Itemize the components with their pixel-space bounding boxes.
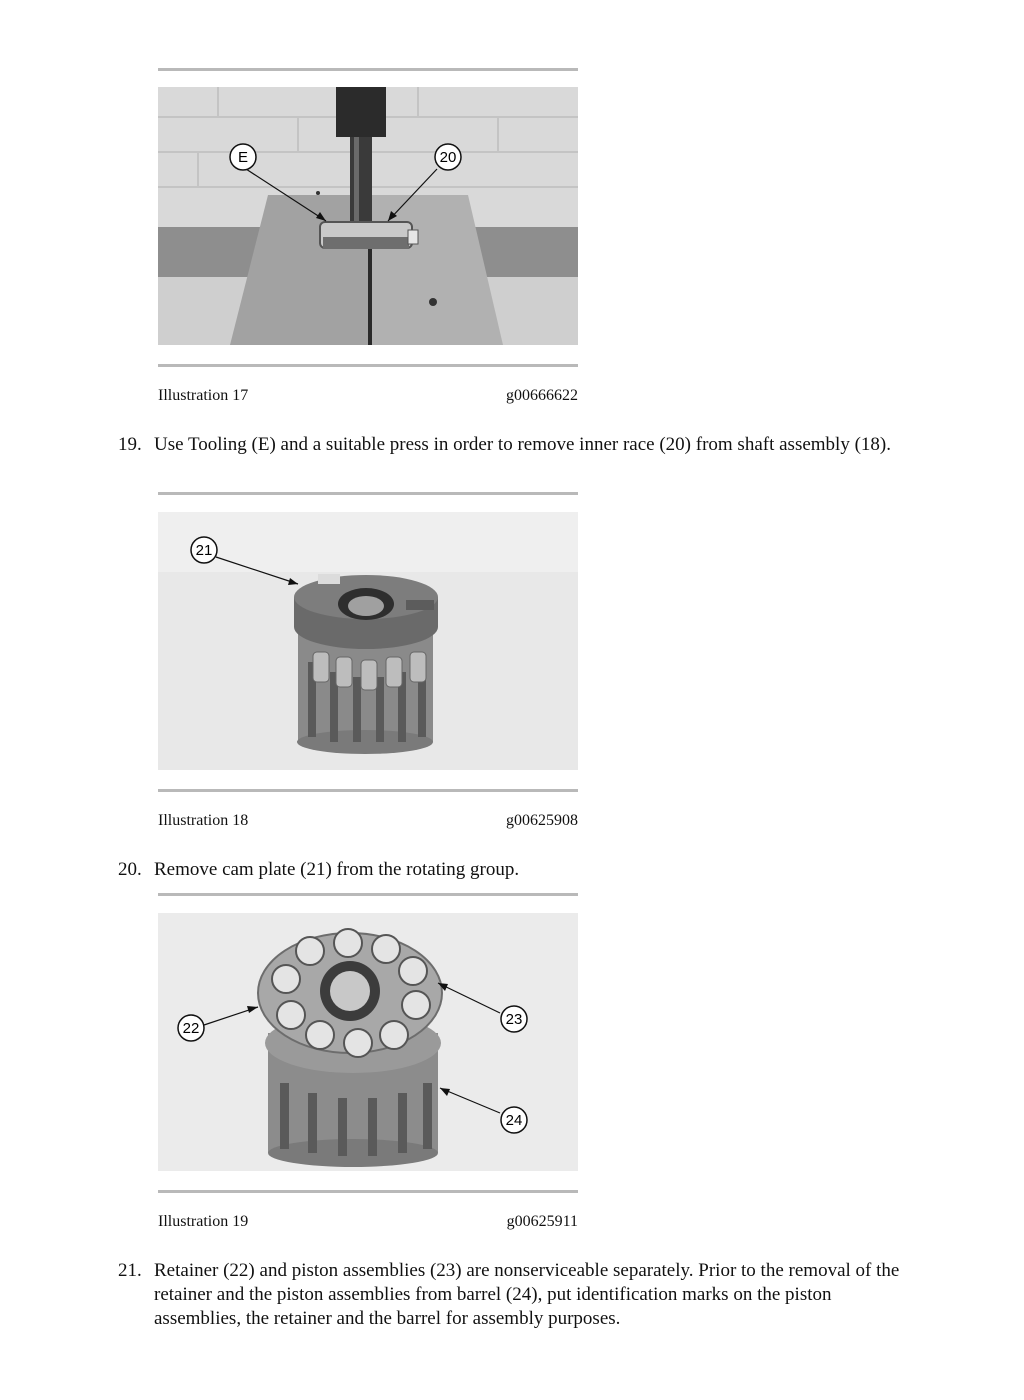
illustration-label: Illustration 18 (158, 812, 249, 829)
illustration-17-caption (158, 387, 578, 405)
step-number: 21. (118, 1260, 142, 1281)
callout-24: 24 (505, 1112, 523, 1129)
illustration-18-caption (158, 812, 578, 830)
step-text: Use Tooling (E) and a suitable press in order to remove inner race (20) from shaft assembly (18). (154, 434, 891, 455)
step-text: Remove cam plate (21) from the rotating group. (154, 859, 520, 880)
figure-top-rule (158, 492, 578, 495)
figure-bottom-rule (158, 1190, 578, 1193)
callout-22: 22 (182, 1020, 200, 1037)
illustration-code: g00625911 (506, 1213, 578, 1230)
callout-23: 23 (505, 1011, 523, 1028)
figure-bottom-rule (158, 364, 578, 367)
step-text: Retainer (22) and piston assemblies (23) are nonserviceable separately. Prior to the removal of the retainer and the piston assemblies from barrel (24), put identification marks on the piston assemblies, the retainer and the barrel for assembly purposes. (154, 1260, 900, 1329)
callout-20: 20 (439, 149, 457, 166)
illustration-label: Illustration 17 (158, 387, 249, 404)
illustration-17-photo (158, 87, 578, 345)
figure-bottom-rule (158, 789, 578, 792)
step-number: 20. (118, 859, 142, 880)
callout-21: 21 (195, 542, 213, 559)
figure-top-rule (158, 68, 578, 71)
illustration-18-photo (158, 512, 578, 770)
illustration-label: Illustration 19 (158, 1213, 249, 1230)
callout-e: E (237, 149, 249, 166)
figure-top-rule (158, 893, 578, 896)
step-number: 19. (118, 434, 142, 455)
illustration-19-photo (158, 913, 578, 1171)
illustration-code: g00666622 (506, 387, 578, 404)
illustration-code: g00625908 (506, 812, 578, 829)
illustration-19-caption (158, 1213, 578, 1231)
